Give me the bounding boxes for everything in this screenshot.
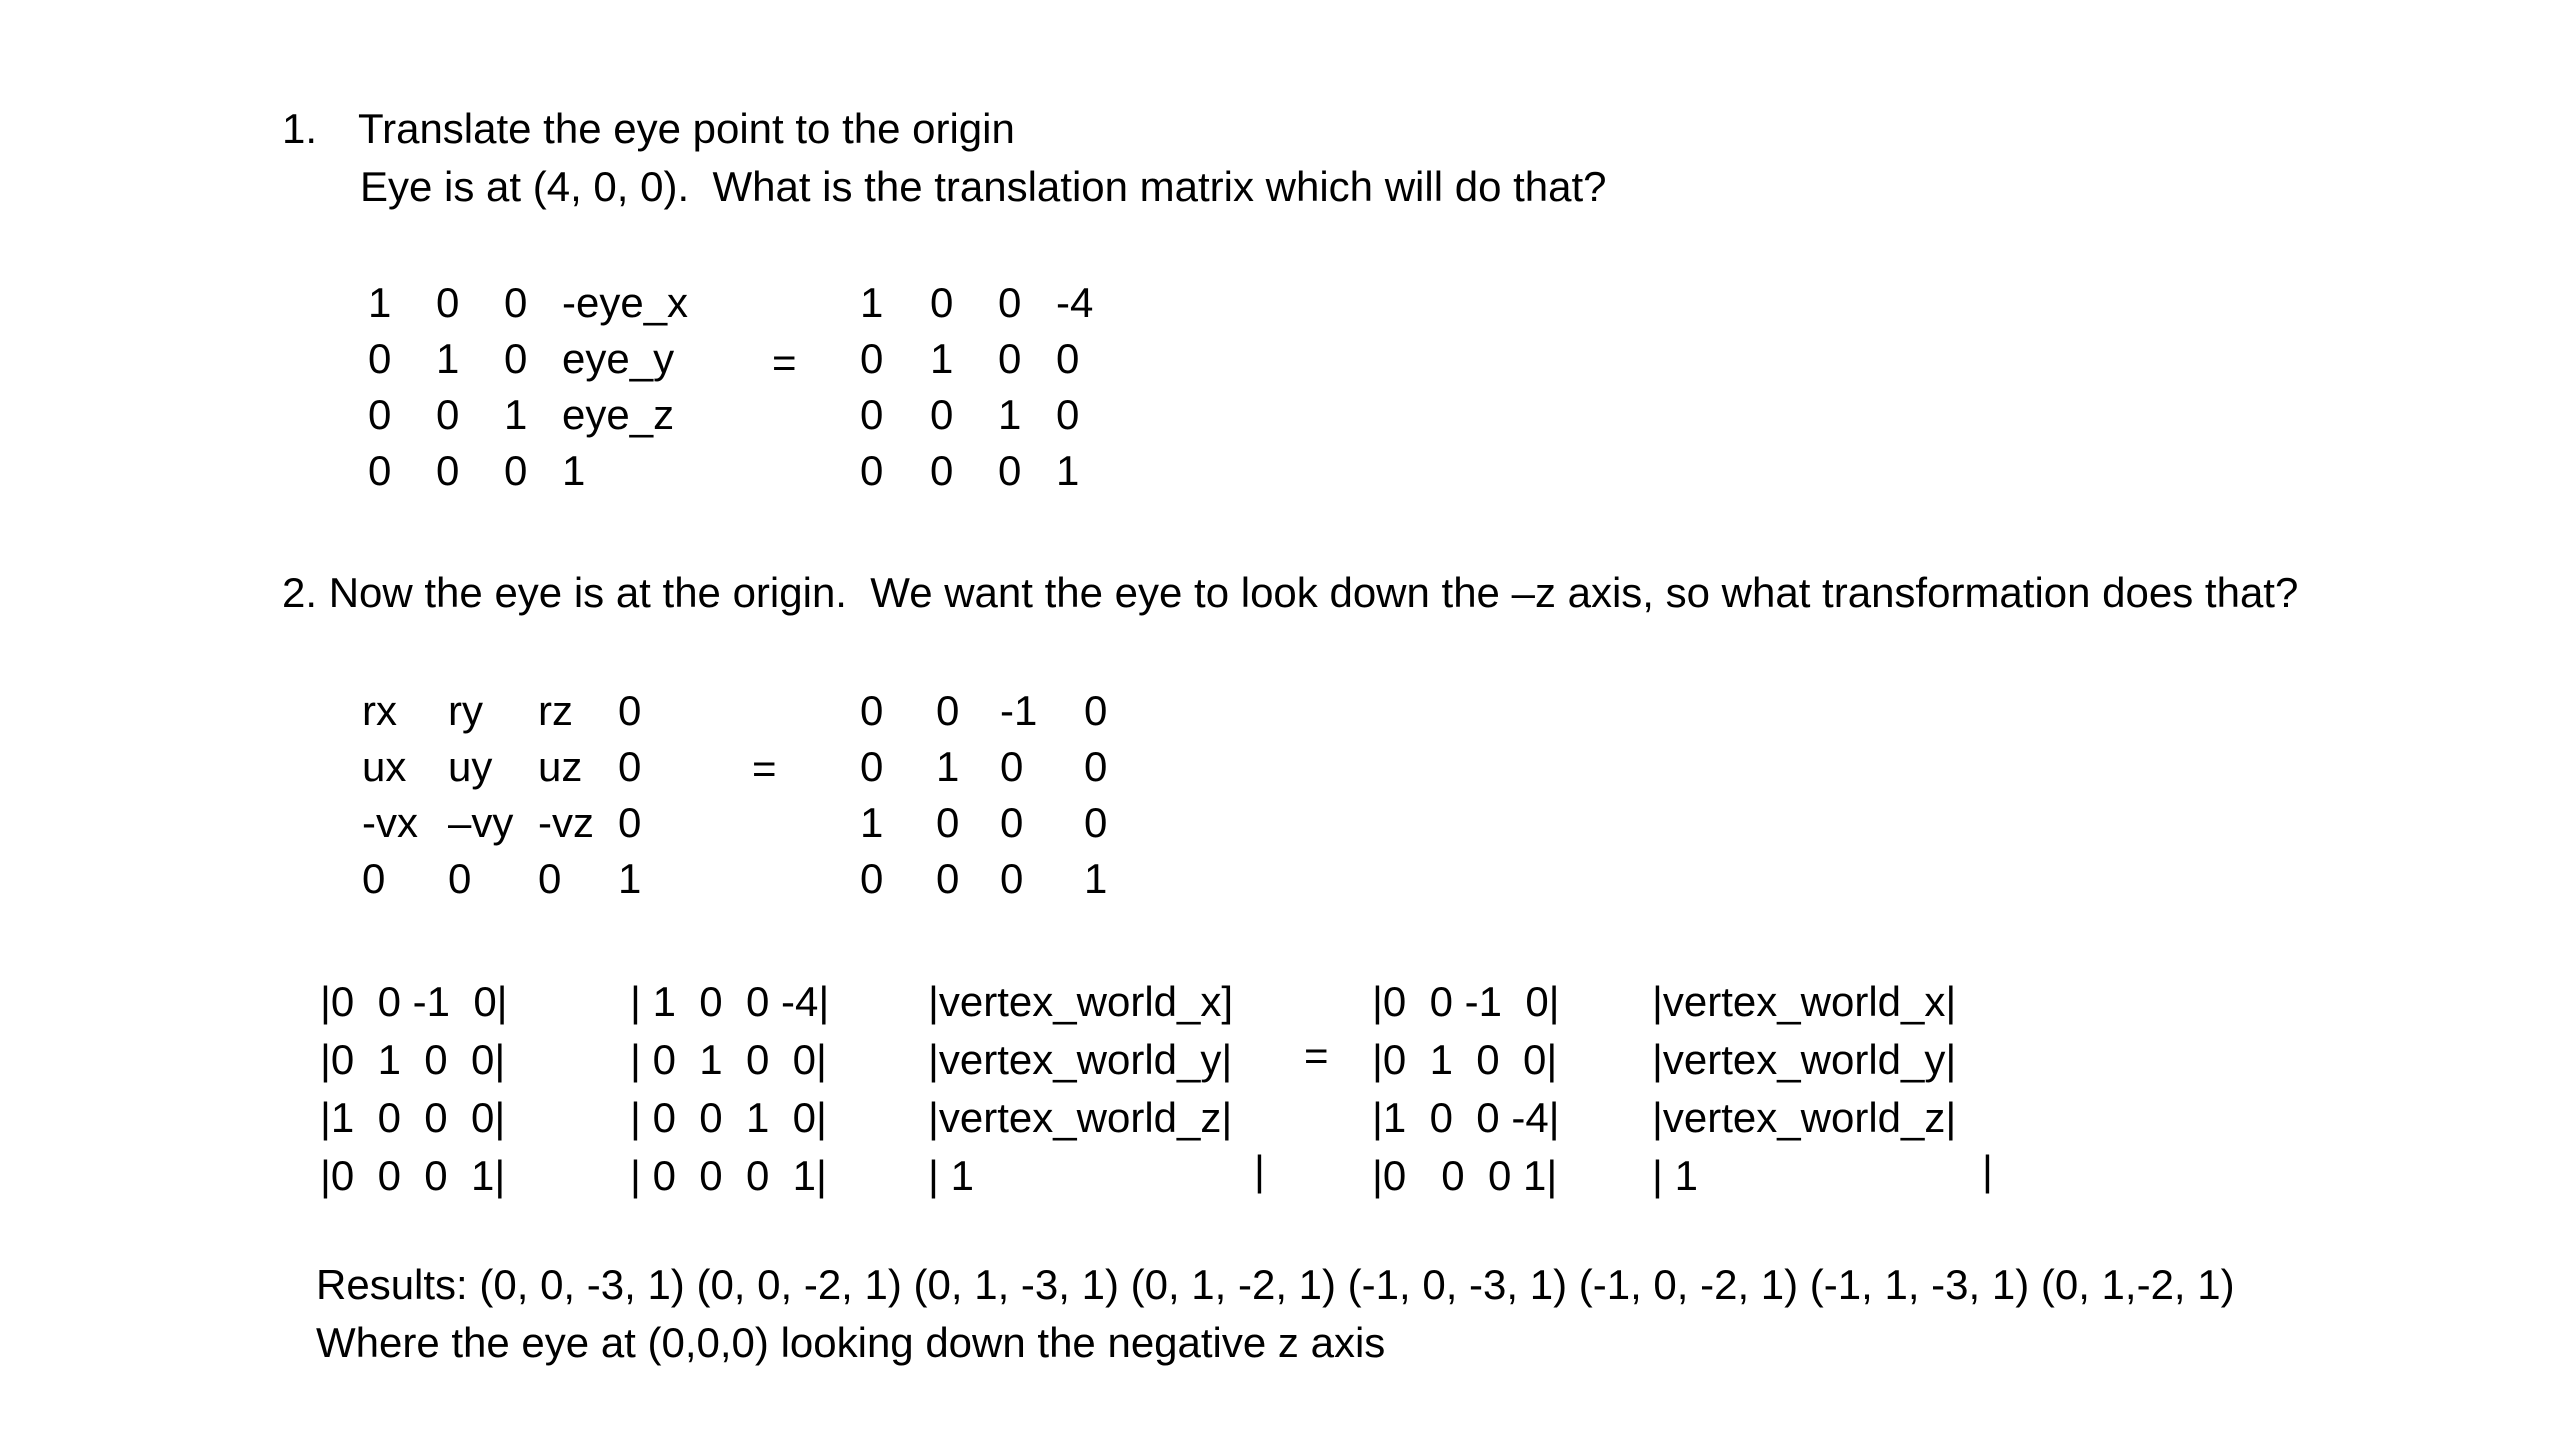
numeric-translation-matrix-cell: 1	[930, 335, 954, 382]
numeric-rotation-matrix-cell: 0	[1000, 855, 1024, 902]
numeric-rotation-matrix-cell: 0	[1084, 743, 1108, 790]
results-note: Where the eye at (0,0,0) looking down the negative z axis	[316, 1319, 1386, 1366]
numeric-translation-matrix-cell: 1	[860, 279, 884, 326]
equals-sign: =	[752, 745, 777, 792]
vertex-vector-right-row: |vertex_world_z|	[1652, 1094, 1957, 1141]
vertex-vector-right-row: | 1	[1652, 1152, 1698, 1199]
symbolic-rotation-matrix-cell: rx	[362, 687, 397, 734]
symbolic-rotation-matrix-cell: ux	[362, 743, 407, 790]
combined-matrix-row: |1 0 0 -4|	[1372, 1094, 1560, 1141]
symbolic-rotation-matrix-cell: 0	[448, 855, 472, 902]
numeric-rotation-matrix-cell: 0	[936, 687, 960, 734]
numeric-rotation-matrix-cell: 1	[1084, 855, 1108, 902]
combined-matrix-row: |0 0 -1 0|	[1372, 978, 1560, 1025]
numeric-rotation-matrix-cell: 0	[860, 855, 884, 902]
numeric-translation-matrix-cell: 0	[1056, 335, 1080, 382]
numeric-rotation-matrix-cell: 0	[860, 743, 884, 790]
symbolic-translation-matrix-cell: 0	[504, 447, 528, 494]
numeric-translation-matrix-cell: 1	[1056, 447, 1080, 494]
vertex-vector-right-close-bar: |	[1982, 1147, 1993, 1194]
vertex-vector-close-bar: |	[1254, 1147, 1265, 1194]
symbolic-rotation-matrix-cell: rz	[538, 687, 573, 734]
numeric-translation-matrix-cell: 0	[998, 335, 1022, 382]
vertex-vector-right-column	[1652, 973, 1956, 1205]
symbolic-translation-matrix-cell: eye_z	[562, 391, 675, 438]
vertex-vector-column	[928, 973, 1233, 1205]
symbolic-rotation-matrix-cell: ry	[448, 687, 483, 734]
numeric-translation-matrix	[860, 279, 1094, 494]
numeric-translation-matrix-cell: 0	[860, 391, 884, 438]
combined-matrix-column	[1372, 973, 1560, 1205]
numeric-rotation-matrix-cell: 0	[936, 855, 960, 902]
vertex-vector-row: |vertex_world_x]	[928, 978, 1234, 1025]
symbolic-rotation-matrix-cell: 0	[618, 743, 642, 790]
numeric-translation-matrix-cell: 0	[930, 391, 954, 438]
numeric-rotation-matrix	[860, 687, 1108, 902]
numeric-translation-matrix-cell: 0	[998, 279, 1022, 326]
symbolic-translation-matrix-cell: eye_y	[562, 335, 675, 382]
translation-matrix-row: | 1 0 0 -4|	[630, 978, 830, 1025]
vertex-vector-row: | 1	[928, 1152, 974, 1199]
numeric-rotation-matrix-cell: 0	[1084, 687, 1108, 734]
equals-sign: =	[772, 339, 797, 386]
symbolic-rotation-matrix-cell: -vz	[538, 799, 594, 846]
symbolic-rotation-matrix-cell: 0	[618, 799, 642, 846]
numeric-rotation-matrix-cell: 0	[1084, 799, 1108, 846]
vertex-vector-row: |vertex_world_y|	[928, 1036, 1233, 1083]
symbolic-rotation-matrix-cell: uy	[448, 743, 493, 790]
numeric-rotation-matrix-cell: 1	[936, 743, 960, 790]
vertex-vector-row: |vertex_world_z|	[928, 1094, 1233, 1141]
numeric-rotation-matrix-cell: 0	[860, 687, 884, 734]
results-line: Results: (0, 0, -3, 1) (0, 0, -2, 1) (0, 1, -3, 1) (0, 1, -2, 1) (-1, 0, -3, 1) (-1, 0, -2, 1) (-1, 1, -3, 1) (0, 1,-2, 1)	[316, 1261, 2235, 1308]
equals-sign: =	[1304, 1032, 1329, 1079]
numeric-translation-matrix-cell: 0	[930, 279, 954, 326]
symbolic-rotation-matrix-cell: uz	[538, 743, 583, 790]
symbolic-translation-matrix-cell: 0	[368, 447, 392, 494]
numeric-translation-matrix-cell: 1	[998, 391, 1022, 438]
section1-heading: Translate the eye point to the origin	[358, 105, 1015, 152]
vertex-vector-right-row: |vertex_world_y|	[1652, 1036, 1957, 1083]
symbolic-translation-matrix-cell: 0	[368, 335, 392, 382]
symbolic-rotation-matrix-cell: –vy	[448, 799, 514, 846]
symbolic-translation-matrix-cell: 1	[562, 447, 586, 494]
rotation-matrix-row: |0 1 0 0|	[320, 1036, 506, 1083]
numeric-translation-matrix-cell: 0	[998, 447, 1022, 494]
symbolic-translation-matrix-cell: 0	[504, 335, 528, 382]
section2-heading: 2. Now the eye is at the origin. We want the eye to look down the –z axis, so what transformation does that?	[282, 569, 2299, 616]
section1-question: Eye is at (4, 0, 0). What is the translation matrix which will do that?	[360, 163, 1607, 210]
translation-matrix-row: | 0 0 0 1|	[630, 1152, 827, 1199]
symbolic-translation-matrix-cell: 0	[436, 447, 460, 494]
translation-matrix-row: | 0 0 1 0|	[630, 1094, 827, 1141]
symbolic-rotation-matrix-cell: 0	[362, 855, 386, 902]
symbolic-rotation-matrix-cell: -vx	[362, 799, 418, 846]
numeric-translation-matrix-cell: -4	[1056, 279, 1094, 326]
symbolic-translation-matrix-cell: 1	[504, 391, 528, 438]
rotation-matrix-row: |1 0 0 0|	[320, 1094, 506, 1141]
rotation-matrix-row: |0 0 0 1|	[320, 1152, 506, 1199]
numeric-rotation-matrix-cell: 0	[936, 799, 960, 846]
symbolic-rotation-matrix	[362, 687, 642, 902]
numeric-rotation-matrix-cell: 0	[1000, 743, 1024, 790]
symbolic-rotation-matrix-cell: 0	[618, 687, 642, 734]
symbolic-rotation-matrix-cell: 0	[538, 855, 562, 902]
symbolic-translation-matrix-cell: -eye_x	[562, 279, 689, 326]
symbolic-translation-matrix	[368, 279, 689, 494]
numeric-rotation-matrix-cell: 1	[860, 799, 884, 846]
symbolic-rotation-matrix-cell: 1	[618, 855, 642, 902]
symbolic-translation-matrix-cell: 1	[368, 279, 392, 326]
numeric-translation-matrix-cell: 0	[860, 447, 884, 494]
translation-matrix-row: | 0 1 0 0|	[630, 1036, 827, 1083]
rotation-matrix-row: |0 0 -1 0|	[320, 978, 508, 1025]
symbolic-translation-matrix-cell: 1	[436, 335, 460, 382]
combined-matrix-row: |0 1 0 0|	[1372, 1036, 1558, 1083]
numeric-rotation-matrix-cell: 0	[1000, 799, 1024, 846]
symbolic-translation-matrix-cell: 0	[436, 391, 460, 438]
section1-number: 1.	[282, 105, 318, 152]
symbolic-translation-matrix-cell: 0	[504, 279, 528, 326]
numeric-rotation-matrix-cell: -1	[1000, 687, 1038, 734]
combined-matrix-row: |0 0 0 1|	[1372, 1152, 1558, 1199]
symbolic-translation-matrix-cell: 0	[368, 391, 392, 438]
rotation-matrix-column	[320, 973, 508, 1205]
translation-matrix-column	[630, 973, 829, 1205]
symbolic-translation-matrix-cell: 0	[436, 279, 460, 326]
numeric-translation-matrix-cell: 0	[930, 447, 954, 494]
numeric-translation-matrix-cell: 0	[860, 335, 884, 382]
numeric-translation-matrix-cell: 0	[1056, 391, 1080, 438]
vertex-vector-right-row: |vertex_world_x|	[1652, 978, 1957, 1025]
